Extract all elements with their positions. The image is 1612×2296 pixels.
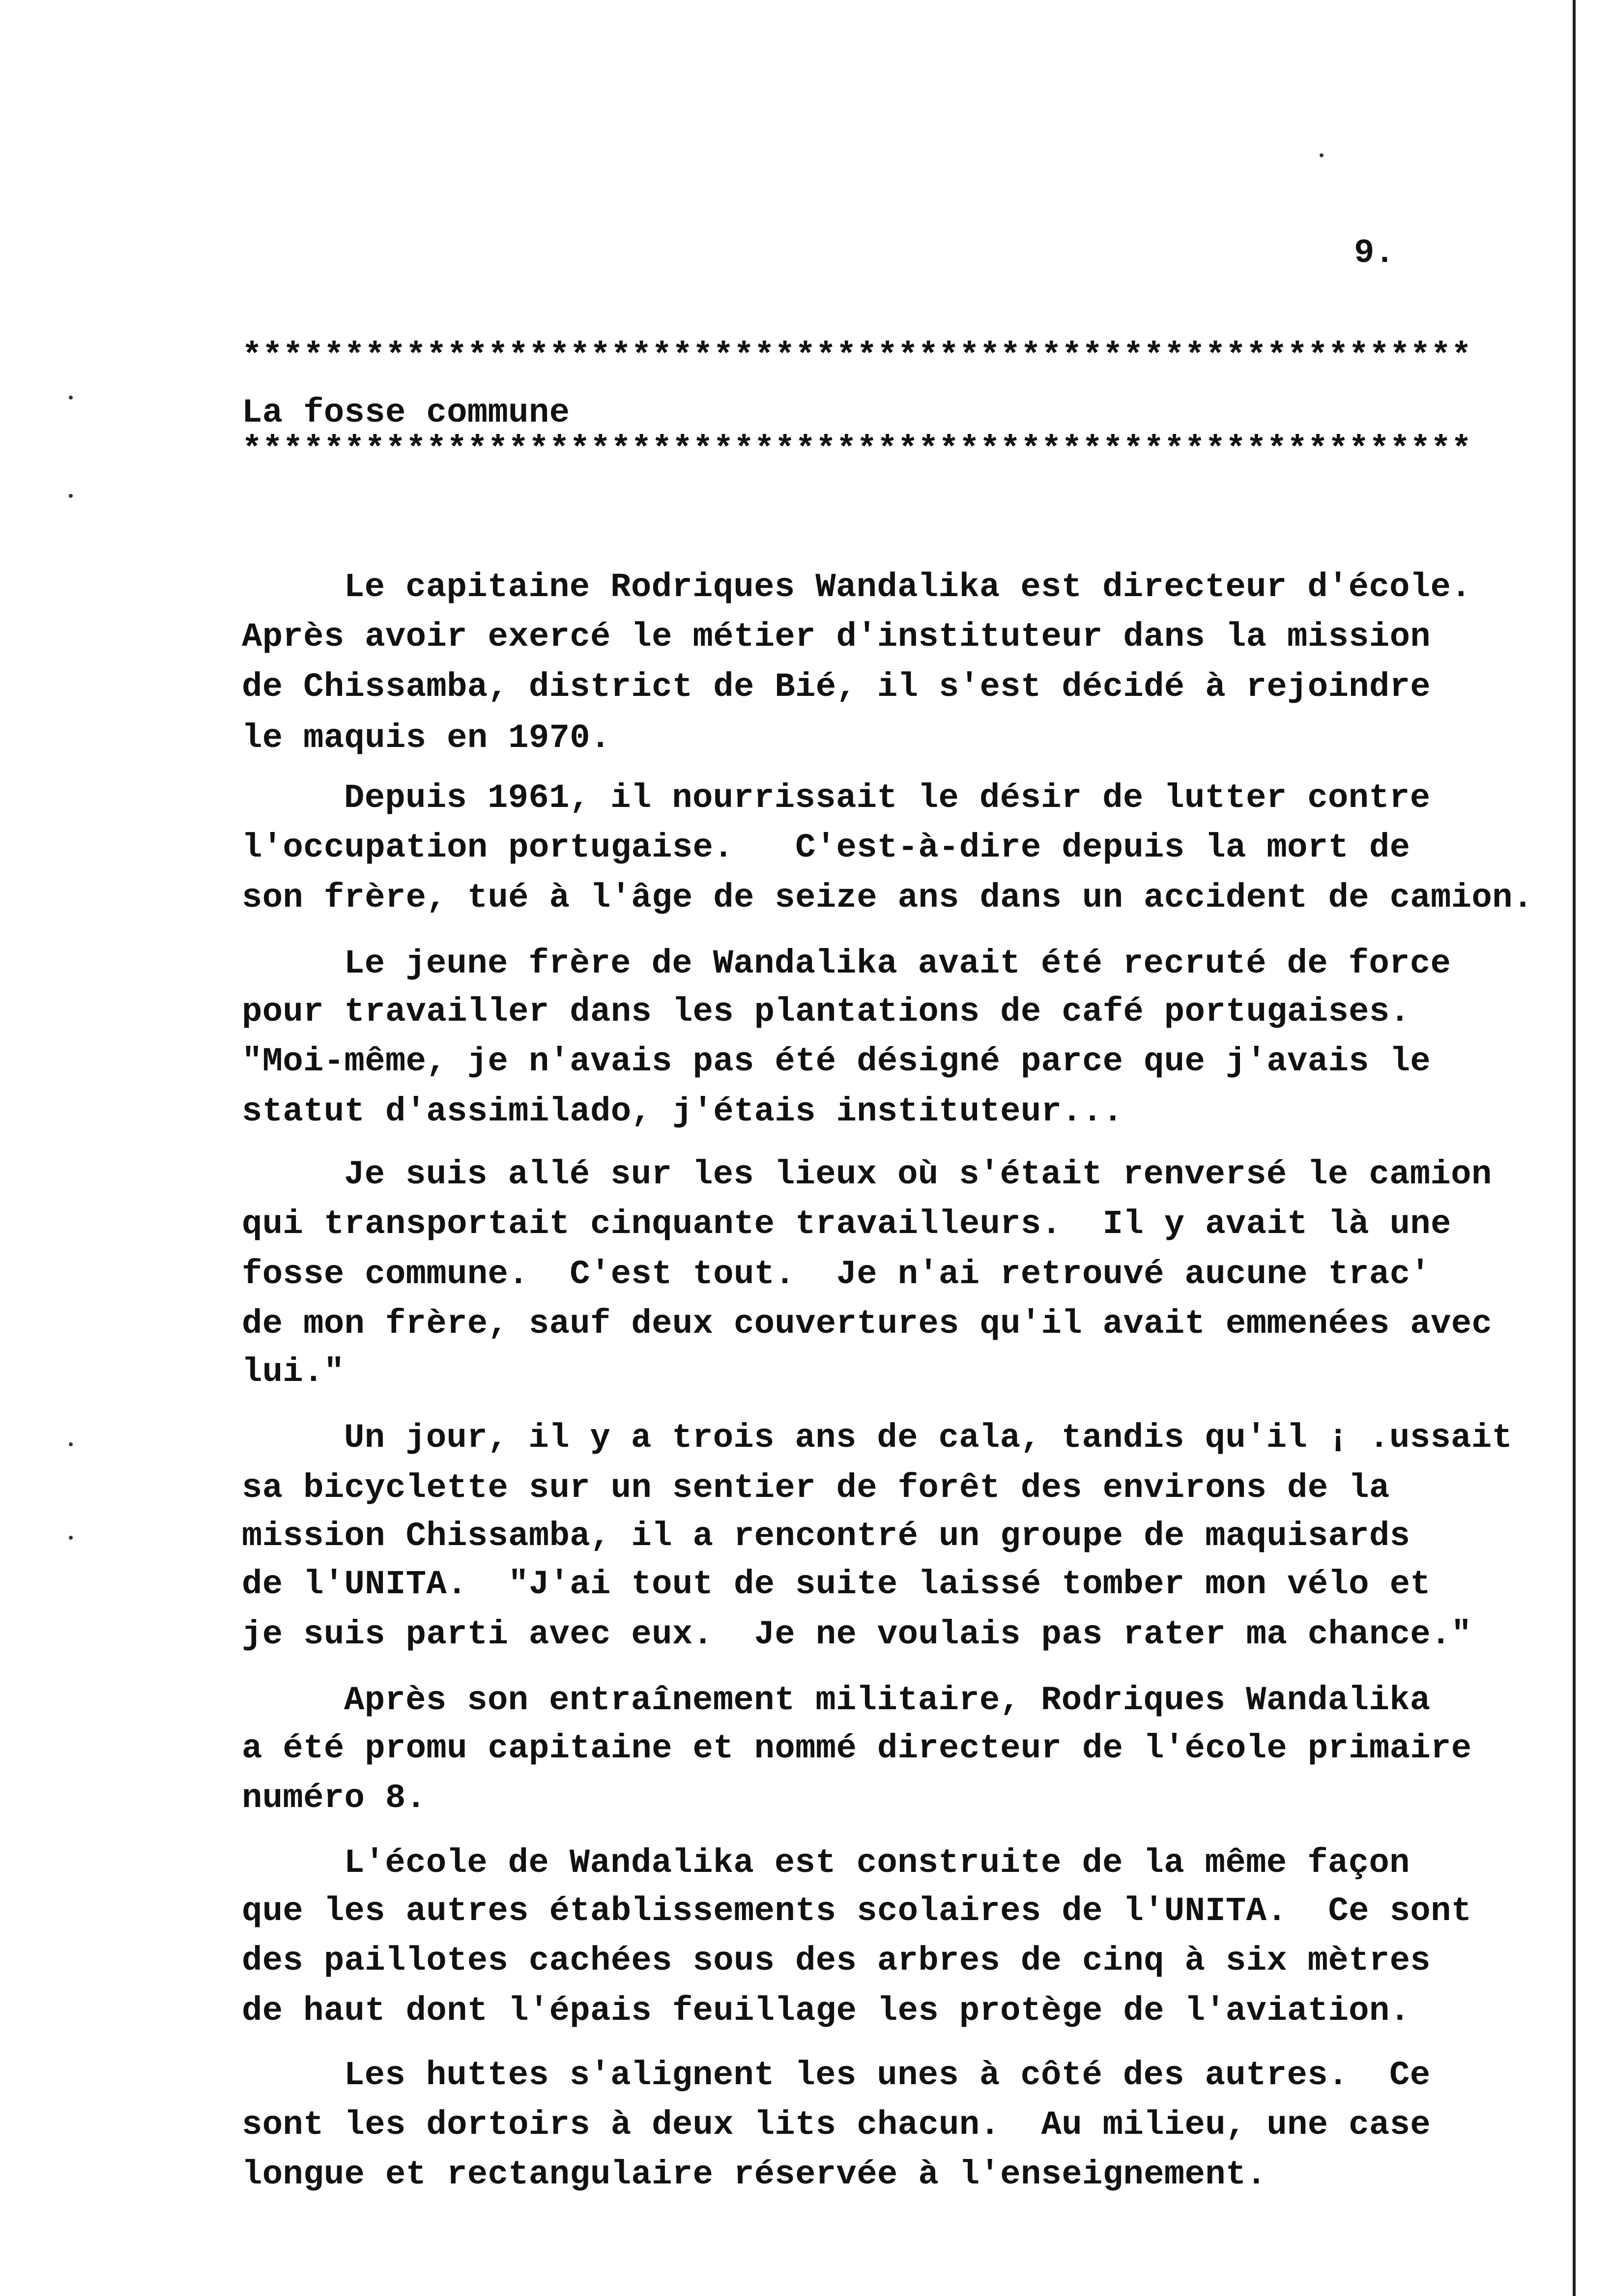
paragraph-line: sont les dortoirs à deux lits chacun. Au milieu, une case <box>242 2106 1431 2144</box>
paragraph-first-line: Le jeune frère de Wandalika avait été recruté de force <box>344 945 1451 983</box>
paragraph-line: de l'UNITA. "J'ai tout de suite laissé tomber mon vélo et <box>242 1565 1431 1604</box>
page-edge-border <box>1573 0 1576 2296</box>
rule-bottom: ************************************************************ <box>242 430 1472 469</box>
paragraph-line: numéro 8. <box>242 1779 427 1817</box>
paragraph-line: de haut dont l'épais feuillage les protège de l'aviation. <box>242 1992 1410 2030</box>
paragraph-first-line: Un jour, il y a trois ans de cala, tandis qu'il ¡ .ussait <box>344 1419 1513 1457</box>
paragraph-first-line: Depuis 1961, il nourrissait le désir de lutter contre <box>344 779 1431 817</box>
paragraph-line: des paillotes cachées sous des arbres de cinq à six mètres <box>242 1942 1431 1980</box>
paragraph-line: sa bicyclette sur un sentier de forêt des environs de la <box>242 1469 1390 1507</box>
paragraph-line: a été promu capitaine et nommé directeur de l'école primaire <box>242 1729 1472 1768</box>
paragraph-first-line: Les huttes s'alignent les unes à côté des autres. Ce <box>344 2056 1431 2095</box>
margin-dot <box>69 1442 73 1446</box>
paragraph-line: qui transportait cinquante travailleurs. Il y avait là une <box>242 1205 1451 1243</box>
paragraph-line: Après avoir exercé le métier d'instituteur dans la mission <box>242 618 1431 656</box>
paragraph-line: mission Chissamba, il a rencontré un groupe de maquisards <box>242 1517 1410 1555</box>
paragraph-first-line: Après son entraînement militaire, Rodriques Wandalika <box>344 1681 1431 1720</box>
paragraph-line: statut d'assimilado, j'étais instituteur... <box>242 1092 1123 1131</box>
paragraph-first-line: Le capitaine Rodriques Wandalika est directeur d'école. <box>344 568 1471 606</box>
paragraph-line: je suis parti avec eux. Je ne voulais pas rater ma chance." <box>242 1615 1472 1654</box>
section-title: La fosse commune <box>242 394 570 432</box>
paragraph-first-line: L'école de Wandalika est construite de la même façon <box>344 1844 1410 1882</box>
paragraph-first-line: Je suis allé sur les lieux où s'était renversé le camion <box>344 1155 1492 1194</box>
paragraph-line: lui." <box>242 1353 345 1391</box>
margin-dot <box>1320 153 1324 157</box>
paragraph-line: de Chissamba, district de Bié, il s'est décidé à rejoindre <box>242 668 1431 706</box>
paragraph-line: pour travailler dans les plantations de café portugaises. <box>242 993 1410 1031</box>
margin-dot <box>69 1536 73 1540</box>
paragraph-line: l'occupation portugaise. C'est-à-dire depuis la mort de <box>242 829 1410 867</box>
margin-dot <box>69 396 73 400</box>
paragraph-line: son frère, tué à l'âge de seize ans dans un accident de camion. <box>242 879 1533 917</box>
paragraph-line: fosse commune. C'est tout. Je n'ai retrouvé aucune trac' <box>242 1255 1431 1293</box>
page-number: 9. <box>1354 234 1395 272</box>
rule-top: ************************************************************ <box>242 337 1472 375</box>
paragraph-line: de mon frère, sauf deux couvertures qu'il avait emmenées avec <box>242 1305 1493 1343</box>
paragraph-line: que les autres établissements scolaires de l'UNITA. Ce sont <box>242 1892 1472 1930</box>
paragraph-line: le maquis en 1970. <box>242 719 611 757</box>
paragraph-line: "Moi-même, je n'avais pas été désigné parce que j'avais le <box>242 1042 1431 1081</box>
paragraph-line: longue et rectangulaire réservée à l'enseignement. <box>242 2155 1267 2194</box>
margin-dot <box>69 494 73 498</box>
